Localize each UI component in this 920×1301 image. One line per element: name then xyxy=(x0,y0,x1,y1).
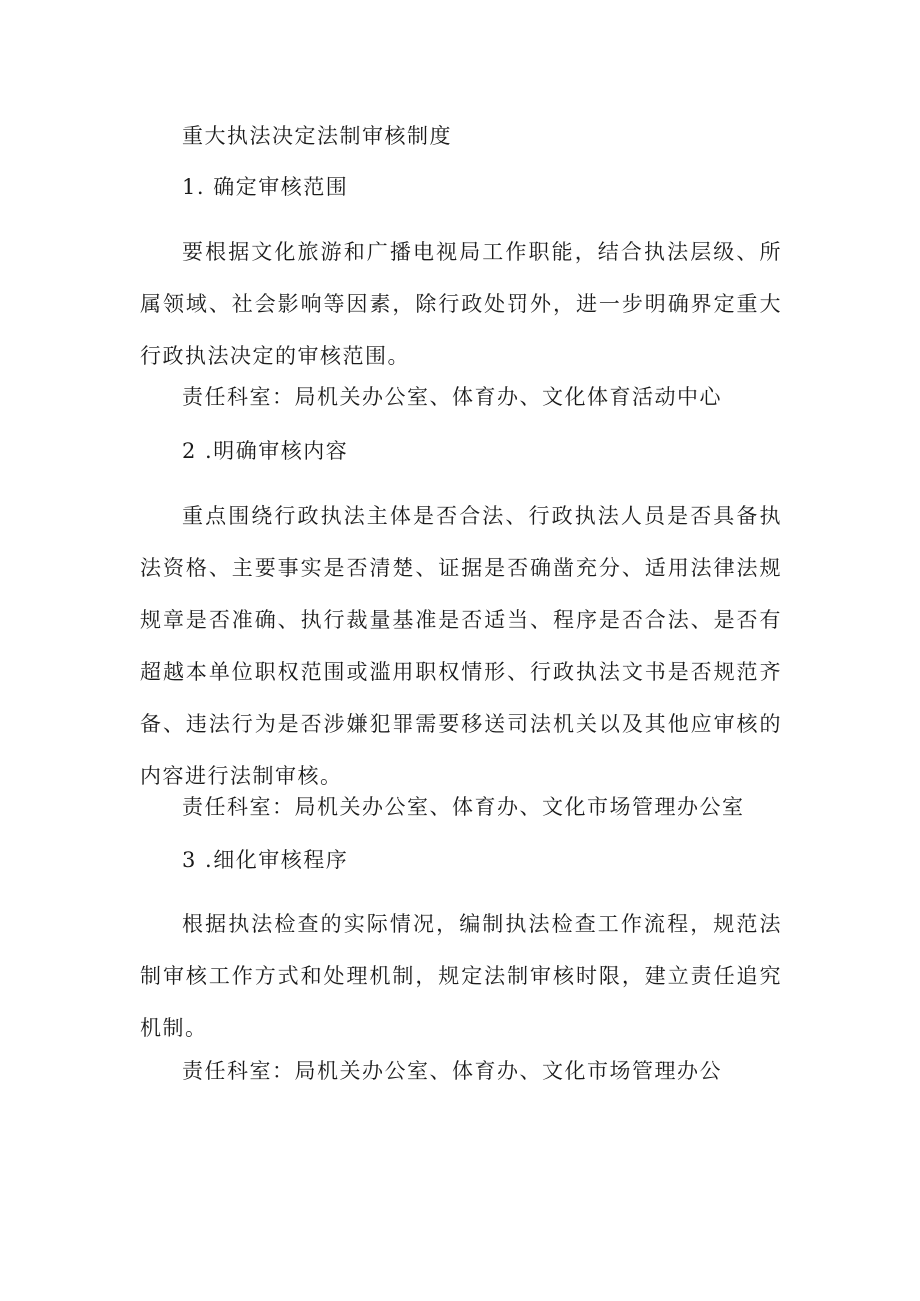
section-3-body: 根据执法检查的实际情况，编制执法检查工作流程，规范法制审核工作方式和处理机制，规定法制审核时限，建立责任追究机制。 xyxy=(140,912,782,1040)
document-title: 重大执法决定法制审核制度 xyxy=(182,124,452,148)
section-1-heading: 1. 确定审核范围 xyxy=(182,175,349,199)
section-2-heading: 2 .明确审核内容 xyxy=(182,439,349,463)
section-1-body: 要根据文化旅游和广播电视局工作职能，结合执法层级、所属领域、社会影响等因素，除行政处罚外，进一步明确界定重大行政执法决定的审核范围。 xyxy=(140,240,782,368)
section-2-body: 重点围绕行政执法主体是否合法、行政执法人员是否具备执法资格、主要事实是否清楚、证据是否确凿充分、适用法律法规规章是否准确、执行裁量基准是否适当、程序是否合法、是否有超越本单位职权范围或滥用职权情形、行政执法文书是否规范齐备、违法行为是否涉嫌犯罪需要移送司法机关以及其他应审核的内容进行法制审核。 xyxy=(140,504,782,788)
section-3-responsibility: 责任科室：局机关办公室、体育办、文化市场管理办公 xyxy=(182,1059,722,1083)
section-3-heading: 3 .细化审核程序 xyxy=(182,848,349,872)
section-2-responsibility: 责任科室：局机关办公室、体育办、文化市场管理办公室 xyxy=(182,795,745,819)
section-1-responsibility: 责任科室：局机关办公室、体育办、文化体育活动中心 xyxy=(182,385,722,409)
